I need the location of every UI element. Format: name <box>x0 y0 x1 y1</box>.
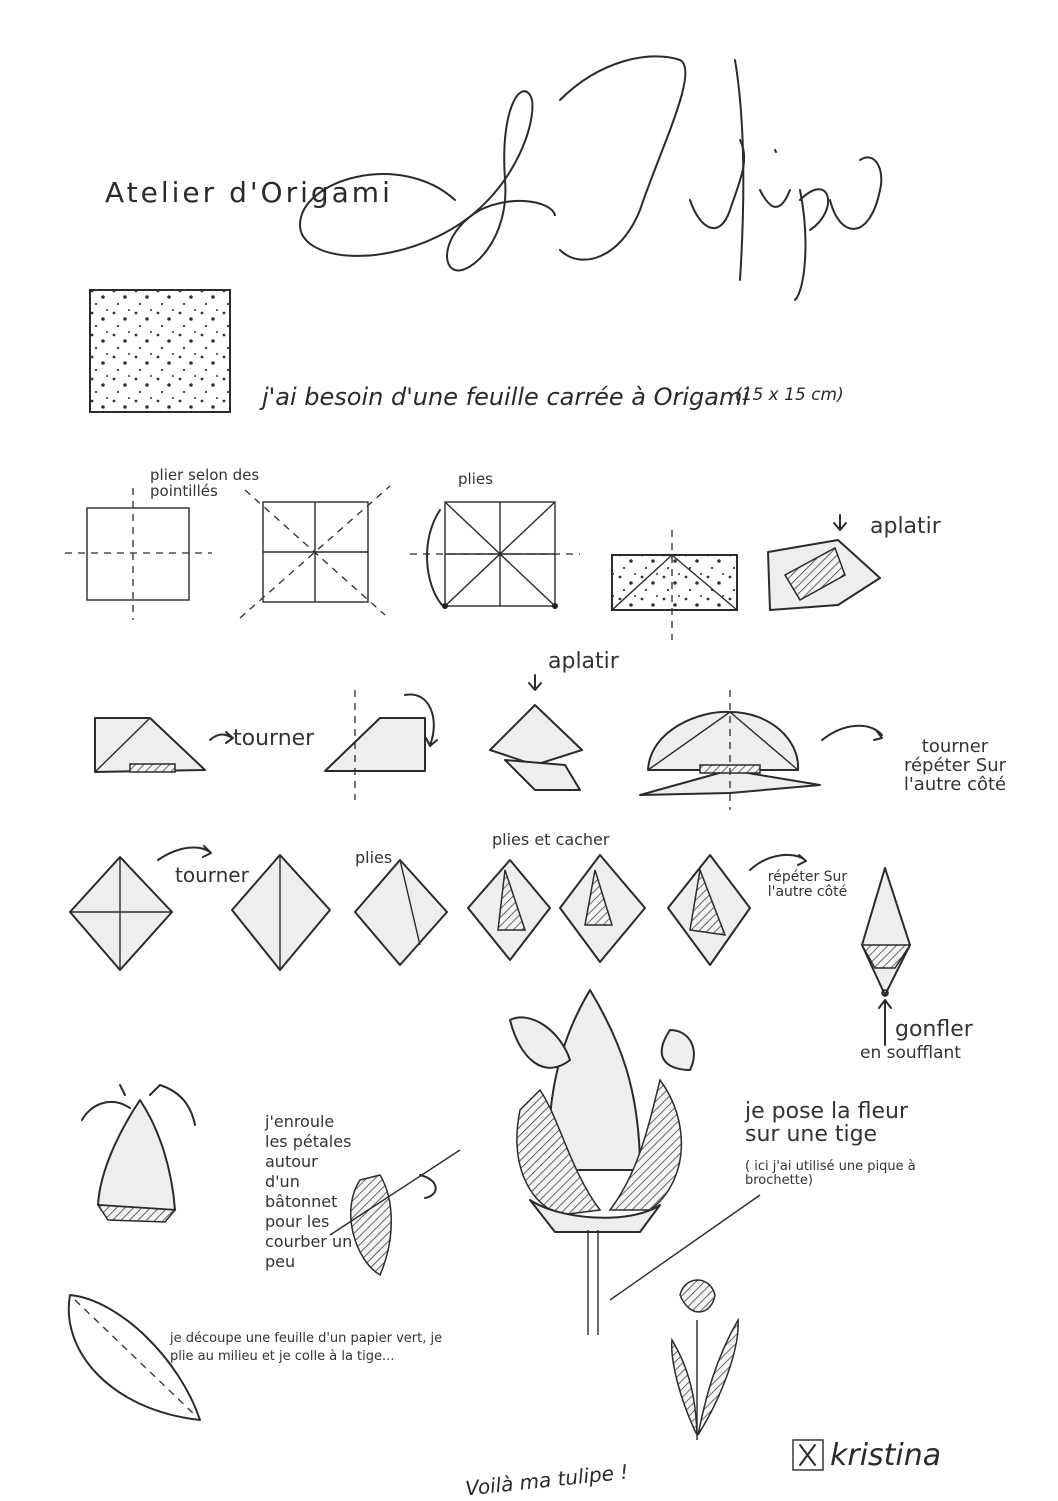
signature-mark <box>793 1440 823 1470</box>
step-row-1 <box>65 486 880 640</box>
label-place-flower: je pose la fleur sur une tige <box>745 1099 909 1148</box>
label-leaf-note: je découpe une feuille d'un papier vert, je plie au milieu et je colle à la tige... <box>170 1331 443 1365</box>
label-skewer-note: ( ici j'ai utilisé une pique à brochette) <box>745 1159 916 1188</box>
label-fold-and-hide: plies et cacher <box>492 830 610 849</box>
label-flatten-1: aplatir <box>870 514 941 539</box>
label-signature: kristina <box>830 1438 942 1473</box>
label-result: Voilà ma tulipe ! <box>464 1459 630 1501</box>
inflated-tulip <box>82 1085 195 1222</box>
label-folds-2: plies <box>355 848 393 867</box>
label-by-blowing: en soufflant <box>860 1043 961 1063</box>
paper-square <box>90 290 230 412</box>
label-turn-repeat-1: tourner répéter Sur l'autre côté <box>903 736 1007 795</box>
label-fold-dotted: plier selon des pointillés <box>150 466 260 500</box>
small-tulip-sketch <box>672 1280 738 1440</box>
label-folds-1: plies <box>458 470 493 488</box>
label-turn-1: tourner <box>233 726 315 751</box>
paper-size-text: (15 x 15 cm) <box>735 385 844 405</box>
label-inflate: gonfler <box>895 1017 973 1042</box>
workshop-title: Atelier d'Origami <box>105 176 393 209</box>
label-flatten-2: aplatir <box>548 649 619 674</box>
need-paper-text: j'ai besoin d'une feuille carrée à Origami <box>262 383 749 411</box>
label-curl-petals: j'enroule les pétales autour d'un bâtonnet pour les courber un peu <box>265 1112 353 1271</box>
step-row-2 <box>95 675 882 810</box>
large-tulip <box>510 990 760 1335</box>
label-turn-2: tourner <box>175 863 249 887</box>
label-repeat-other-side: répéter Sur l'autre côté <box>767 869 848 900</box>
